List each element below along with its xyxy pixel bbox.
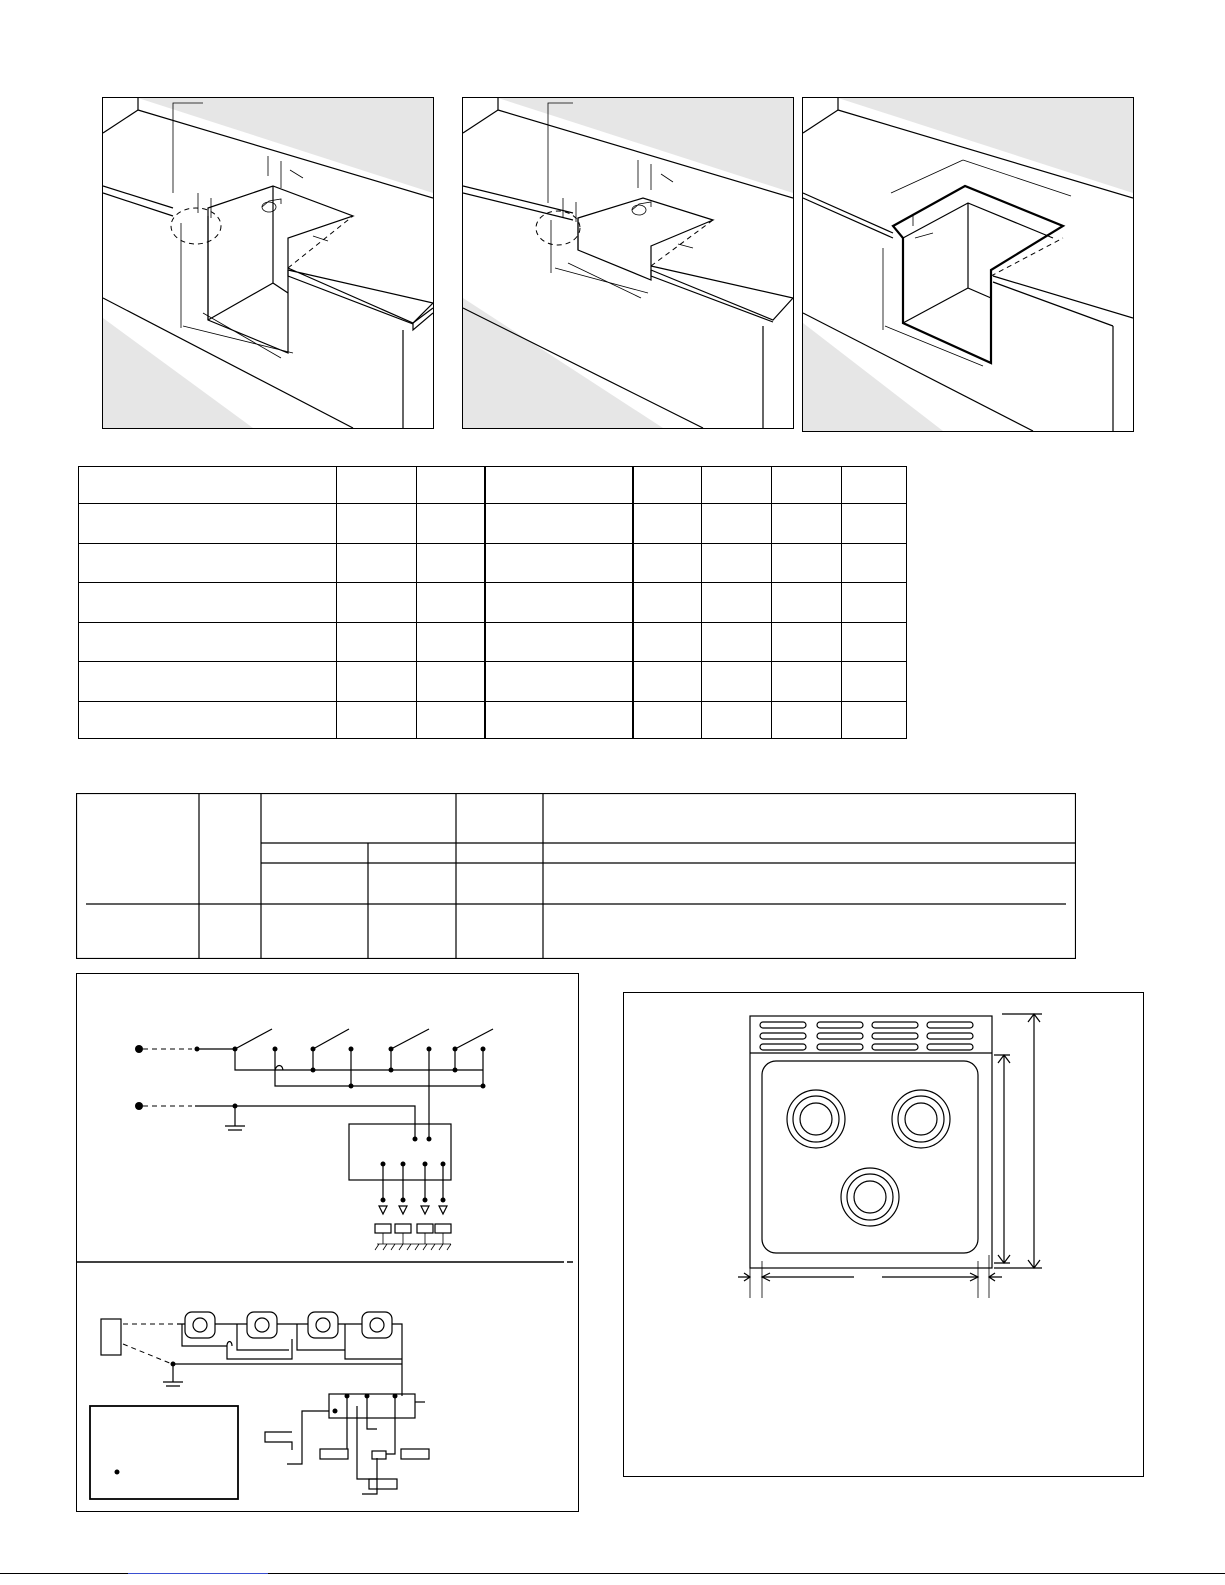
cutout-view-a xyxy=(102,97,434,429)
table-row xyxy=(79,702,907,739)
dimension-table xyxy=(78,466,907,739)
cutout-view-c xyxy=(802,97,1134,432)
cooktop-top-view-panel xyxy=(623,992,1144,1477)
table-row xyxy=(79,623,907,662)
electrical-table xyxy=(76,793,1076,959)
table-row xyxy=(79,544,907,583)
footer-link-bar[interactable] xyxy=(128,1573,268,1574)
cutout-view-b xyxy=(462,97,794,429)
table-row xyxy=(79,467,907,504)
table-row xyxy=(79,583,907,623)
wiring-diagram-panel xyxy=(76,973,579,1512)
table-row xyxy=(79,662,907,702)
table-row xyxy=(79,504,907,544)
